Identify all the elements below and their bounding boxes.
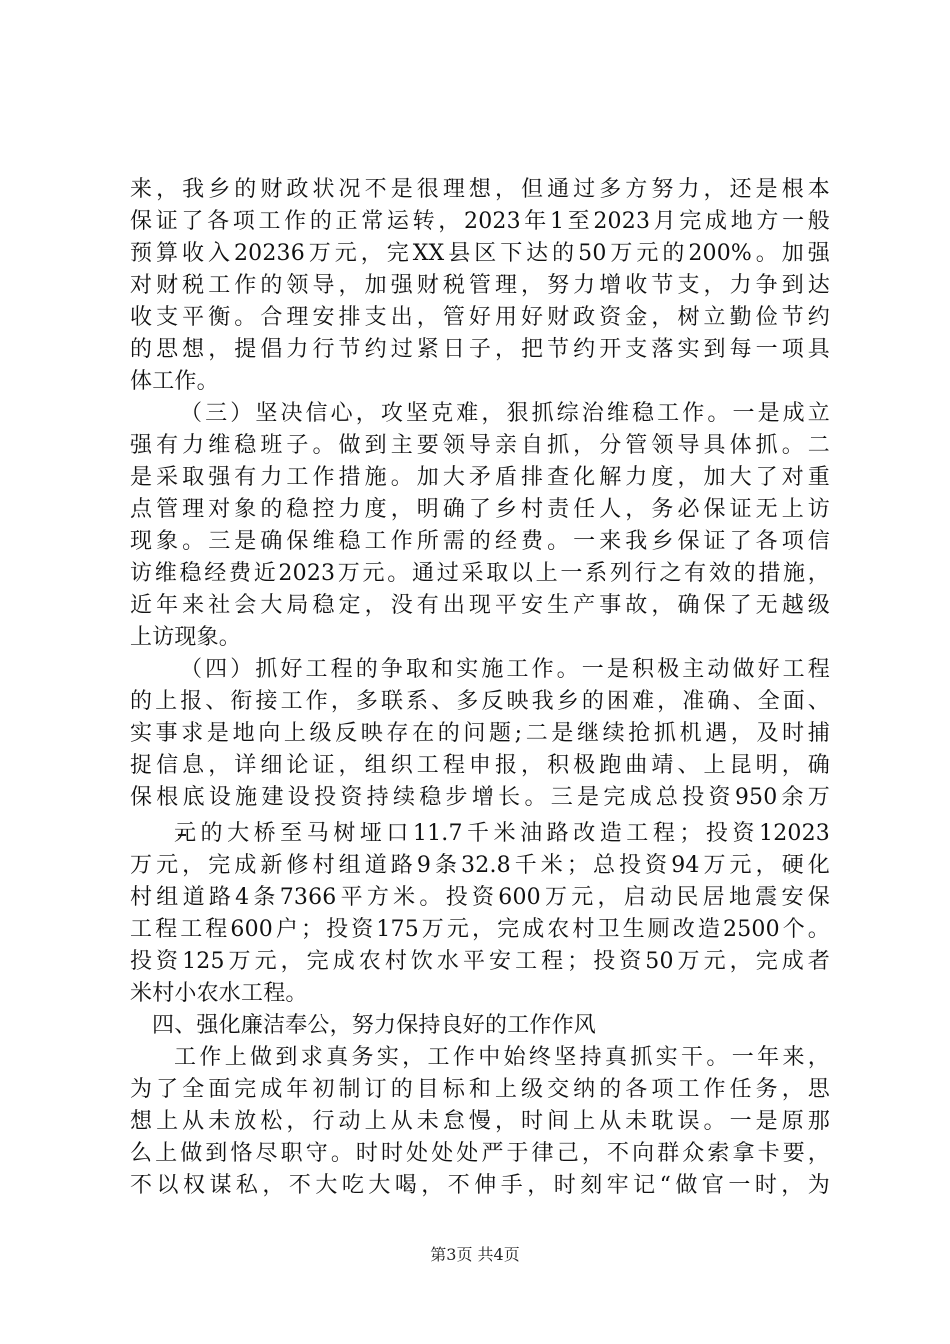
text-line: 收支平衡。合理安排支出，管好用好财政资金，树立勤俭节约 [130,305,830,330]
text-line: 捉信息，详细论证，组织工程申报，积极跑曲靖、上昆明，确 [130,753,830,778]
text-line: 村组道路4条7366平方米。投资600万元，启动民居地震安保 [130,885,830,910]
text-line: 点管理对象的稳控力度，明确了乡村责任人，务必保证无上访 [130,497,830,522]
section-heading-3: （三）坚决信心，攻坚克难，狠抓综治维稳工作。一是成立 [180,401,830,426]
text-line: 不以权谋私，不大吃大喝，不伸手，时刻牢记“做官一时，为 [130,1173,830,1198]
text-line: 保证了各项工作的正常运转，2023年1至2023月完成地方一般 [130,209,830,234]
text-line: 是采取强有力工作措施。加大矛盾排查化解力度，加大了对重 [130,465,830,490]
text-line: 来，我乡的财政状况不是很理想，但通过多方努力，还是根本 [130,177,830,202]
text-line: 万元，完成新修村组道路9条32.8千米；总投资94万元，硬化 [130,853,830,878]
text-block-upper [130,174,830,814]
text-line: 元的大桥至马树垭口11.7千米油路改造工程；投资12023 [174,821,830,846]
text-line: 上访现象。 [130,625,242,650]
text-line: 的上报、衔接工作，多联系、多反映我乡的困难，准确、全面、 [130,689,830,714]
text-line: 对财税工作的领导，加强财税管理，努力增收节支，力争到达 [130,273,830,298]
section-heading: 四、强化廉洁奉公，努力保持良好的工作作风 [152,1013,597,1038]
text-line: 预算收入20236万元，完XX县区下达的50万元的200%。加强 [130,241,830,266]
text-line: 强有力维稳班子。做到主要领导亲自抓，分管领导具体抓。二 [130,433,830,458]
text-line: 近年来社会大局稳定，没有出现平安生产事故，确保了无越级 [130,593,830,618]
text-line: 实事求是地向上级反映存在的问题;二是继续抢抓机遇，及时捕 [130,721,830,746]
text-line: 现象。三是确保维稳工作所需的经费。一来我乡保证了各项信 [130,529,830,554]
text-line: 么上做到恪尽职守。时时处处处严于律己，不向群众索拿卡要， [130,1141,830,1166]
text-line: 保根底设施建设投资持续稳步增长。三是完成总投资950余万 [130,785,830,810]
text-line: 米村小农水工程。 [130,981,308,1006]
text-line: 投资125万元，完成农村饮水平安工程；投资50万元，完成者 [130,949,830,974]
section-heading-4: （四）抓好工程的争取和实施工作。一是积极主动做好工程 [180,657,830,682]
text-line: 访维稳经费近2023万元。通过采取以上一系列行之有效的措施， [130,561,830,586]
text-line: 为了全面完成年初制订的目标和上级交纳的各项工作任务，思 [130,1077,830,1102]
text-line: 想上从未放松，行动上从未怠慢，时间上从未耽误。一是原那 [130,1109,830,1134]
text-line: 体工作。 [130,369,219,394]
text-block-lower [130,818,830,1202]
text-line: 工程工程600户；投资175万元，完成农村卫生厕改造2500个。 [130,917,830,942]
text-line: 的思想，提倡力行节约过紧日子，把节约开支落实到每一项具 [130,337,830,362]
text-line: 工作上做到求真务实，工作中始终坚持真抓实干。一年来， [174,1045,830,1070]
page-number-footer: 第3页 共4页 [430,1245,520,1264]
